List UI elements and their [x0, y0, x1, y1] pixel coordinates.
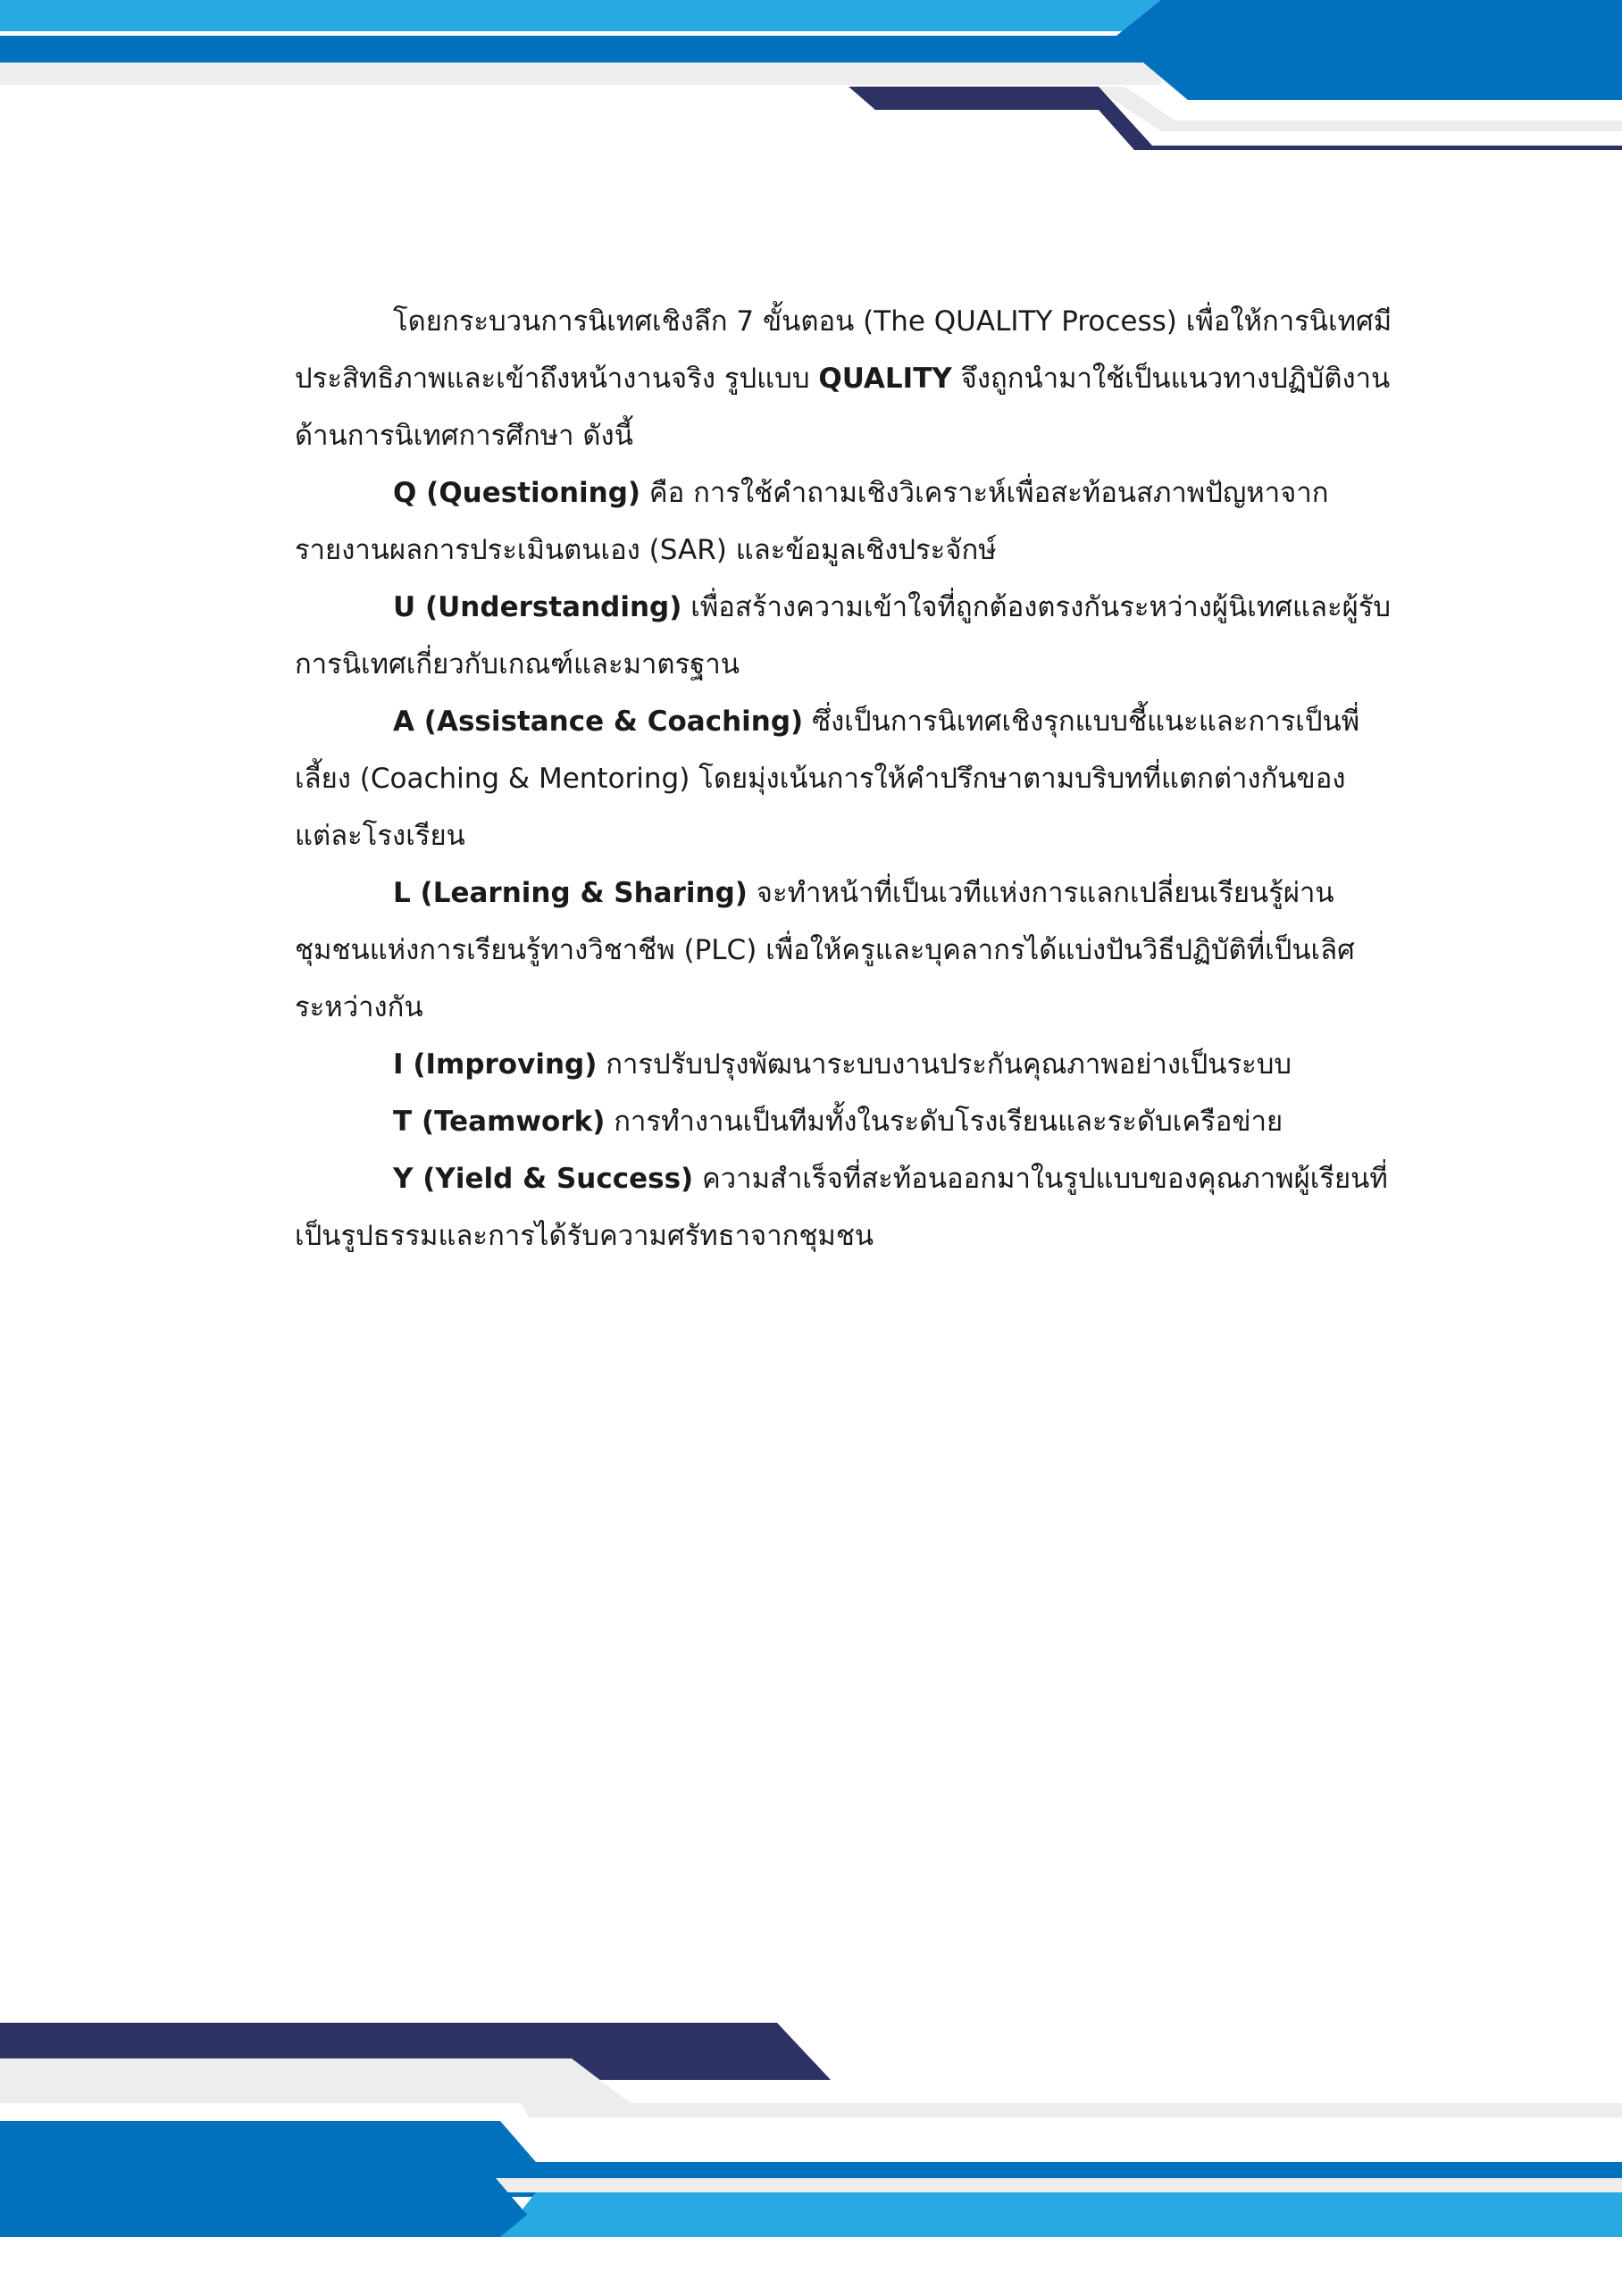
- quality-item-q: [295, 464, 1402, 579]
- intro-paragraph: [295, 293, 1402, 464]
- document-body: [295, 293, 1402, 1265]
- intro-text-after: จึงถูกนำมาใช้เป็นแนวทางปฏิบัติงานด้านการนิเทศการศึกษา ดังนี้: [295, 363, 1391, 452]
- item-term: A (Assistance & Coaching): [393, 705, 804, 738]
- item-text: ความสำเร็จที่สะท้อนออกมาในรูปแบบของคุณภาพผู้เรียนที่เป็นรูปธรรมและการได้รับความศรัทธาจากชุมชน: [295, 1163, 1388, 1252]
- item-text: เพื่อสร้างความเข้าใจที่ถูกต้องตรงกันระหว่างผู้นิเทศและผู้รับการนิเทศเกี่ยวกับเกณฑ์และมาตรฐาน: [295, 591, 1392, 680]
- item-term: I (Improving): [393, 1048, 598, 1081]
- item-text: คือ การใช้คำถามเชิงวิเคราะห์เพื่อสะท้อนสภาพปัญหาจากรายงานผลการประเมินตนเอง (SAR) และข้อมูลเชิงประจักษ์: [295, 477, 1329, 566]
- item-term: Y (Yield & Success): [393, 1163, 694, 1195]
- item-term: T (Teamwork): [393, 1106, 606, 1138]
- intro-keyword: QUALITY: [818, 363, 952, 395]
- item-term: L (Learning & Sharing): [393, 877, 748, 909]
- quality-item-l: [295, 864, 1402, 1036]
- item-text: การปรับปรุงพัฒนาระบบงานประกันคุณภาพอย่างเป็นระบบ: [597, 1048, 1292, 1081]
- item-term: U (Understanding): [393, 591, 682, 623]
- item-text: การทำงานเป็นทีมทั้งในระดับโรงเรียนและระดับเครือข่าย: [605, 1106, 1283, 1138]
- quality-item-a: [295, 693, 1402, 864]
- footer-decoration: [0, 1987, 1622, 2296]
- header-decoration: [0, 0, 1622, 156]
- intro-text: โดยกระบวนการนิเทศเชิงลึก 7 ขั้นตอน (The QUALITY Process) เพื่อให้การนิเทศมีประสิทธิภาพและเข้าถึงหน้างานจริง รูปแบบ: [295, 305, 1392, 395]
- quality-item-y: [295, 1150, 1402, 1265]
- item-text: ซึ่งเป็นการนิเทศเชิงรุกแบบชี้แนะและการเป็นพี่เลี้ยง (Coaching & Mentoring) โดยมุ่งเน้นการให้คำปรึกษาตามบริบทที่แตกต่างกันของแต่ละโรงเรียน: [295, 705, 1360, 852]
- item-term: Q (Questioning): [393, 477, 641, 509]
- quality-item-i: [295, 1036, 1402, 1093]
- quality-item-t: [295, 1093, 1402, 1150]
- quality-item-u: [295, 579, 1402, 693]
- item-text: จะทำหน้าที่เป็นเวทีแห่งการแลกเปลี่ยนเรียนรู้ผ่านชุมชนแห่งการเรียนรู้ทางวิชาชีพ (PLC) เพื่อให้ครูและบุคลากรได้แบ่งปันวิธีปฏิบัติที่เป็นเลิศระหว่างกัน: [295, 877, 1355, 1023]
